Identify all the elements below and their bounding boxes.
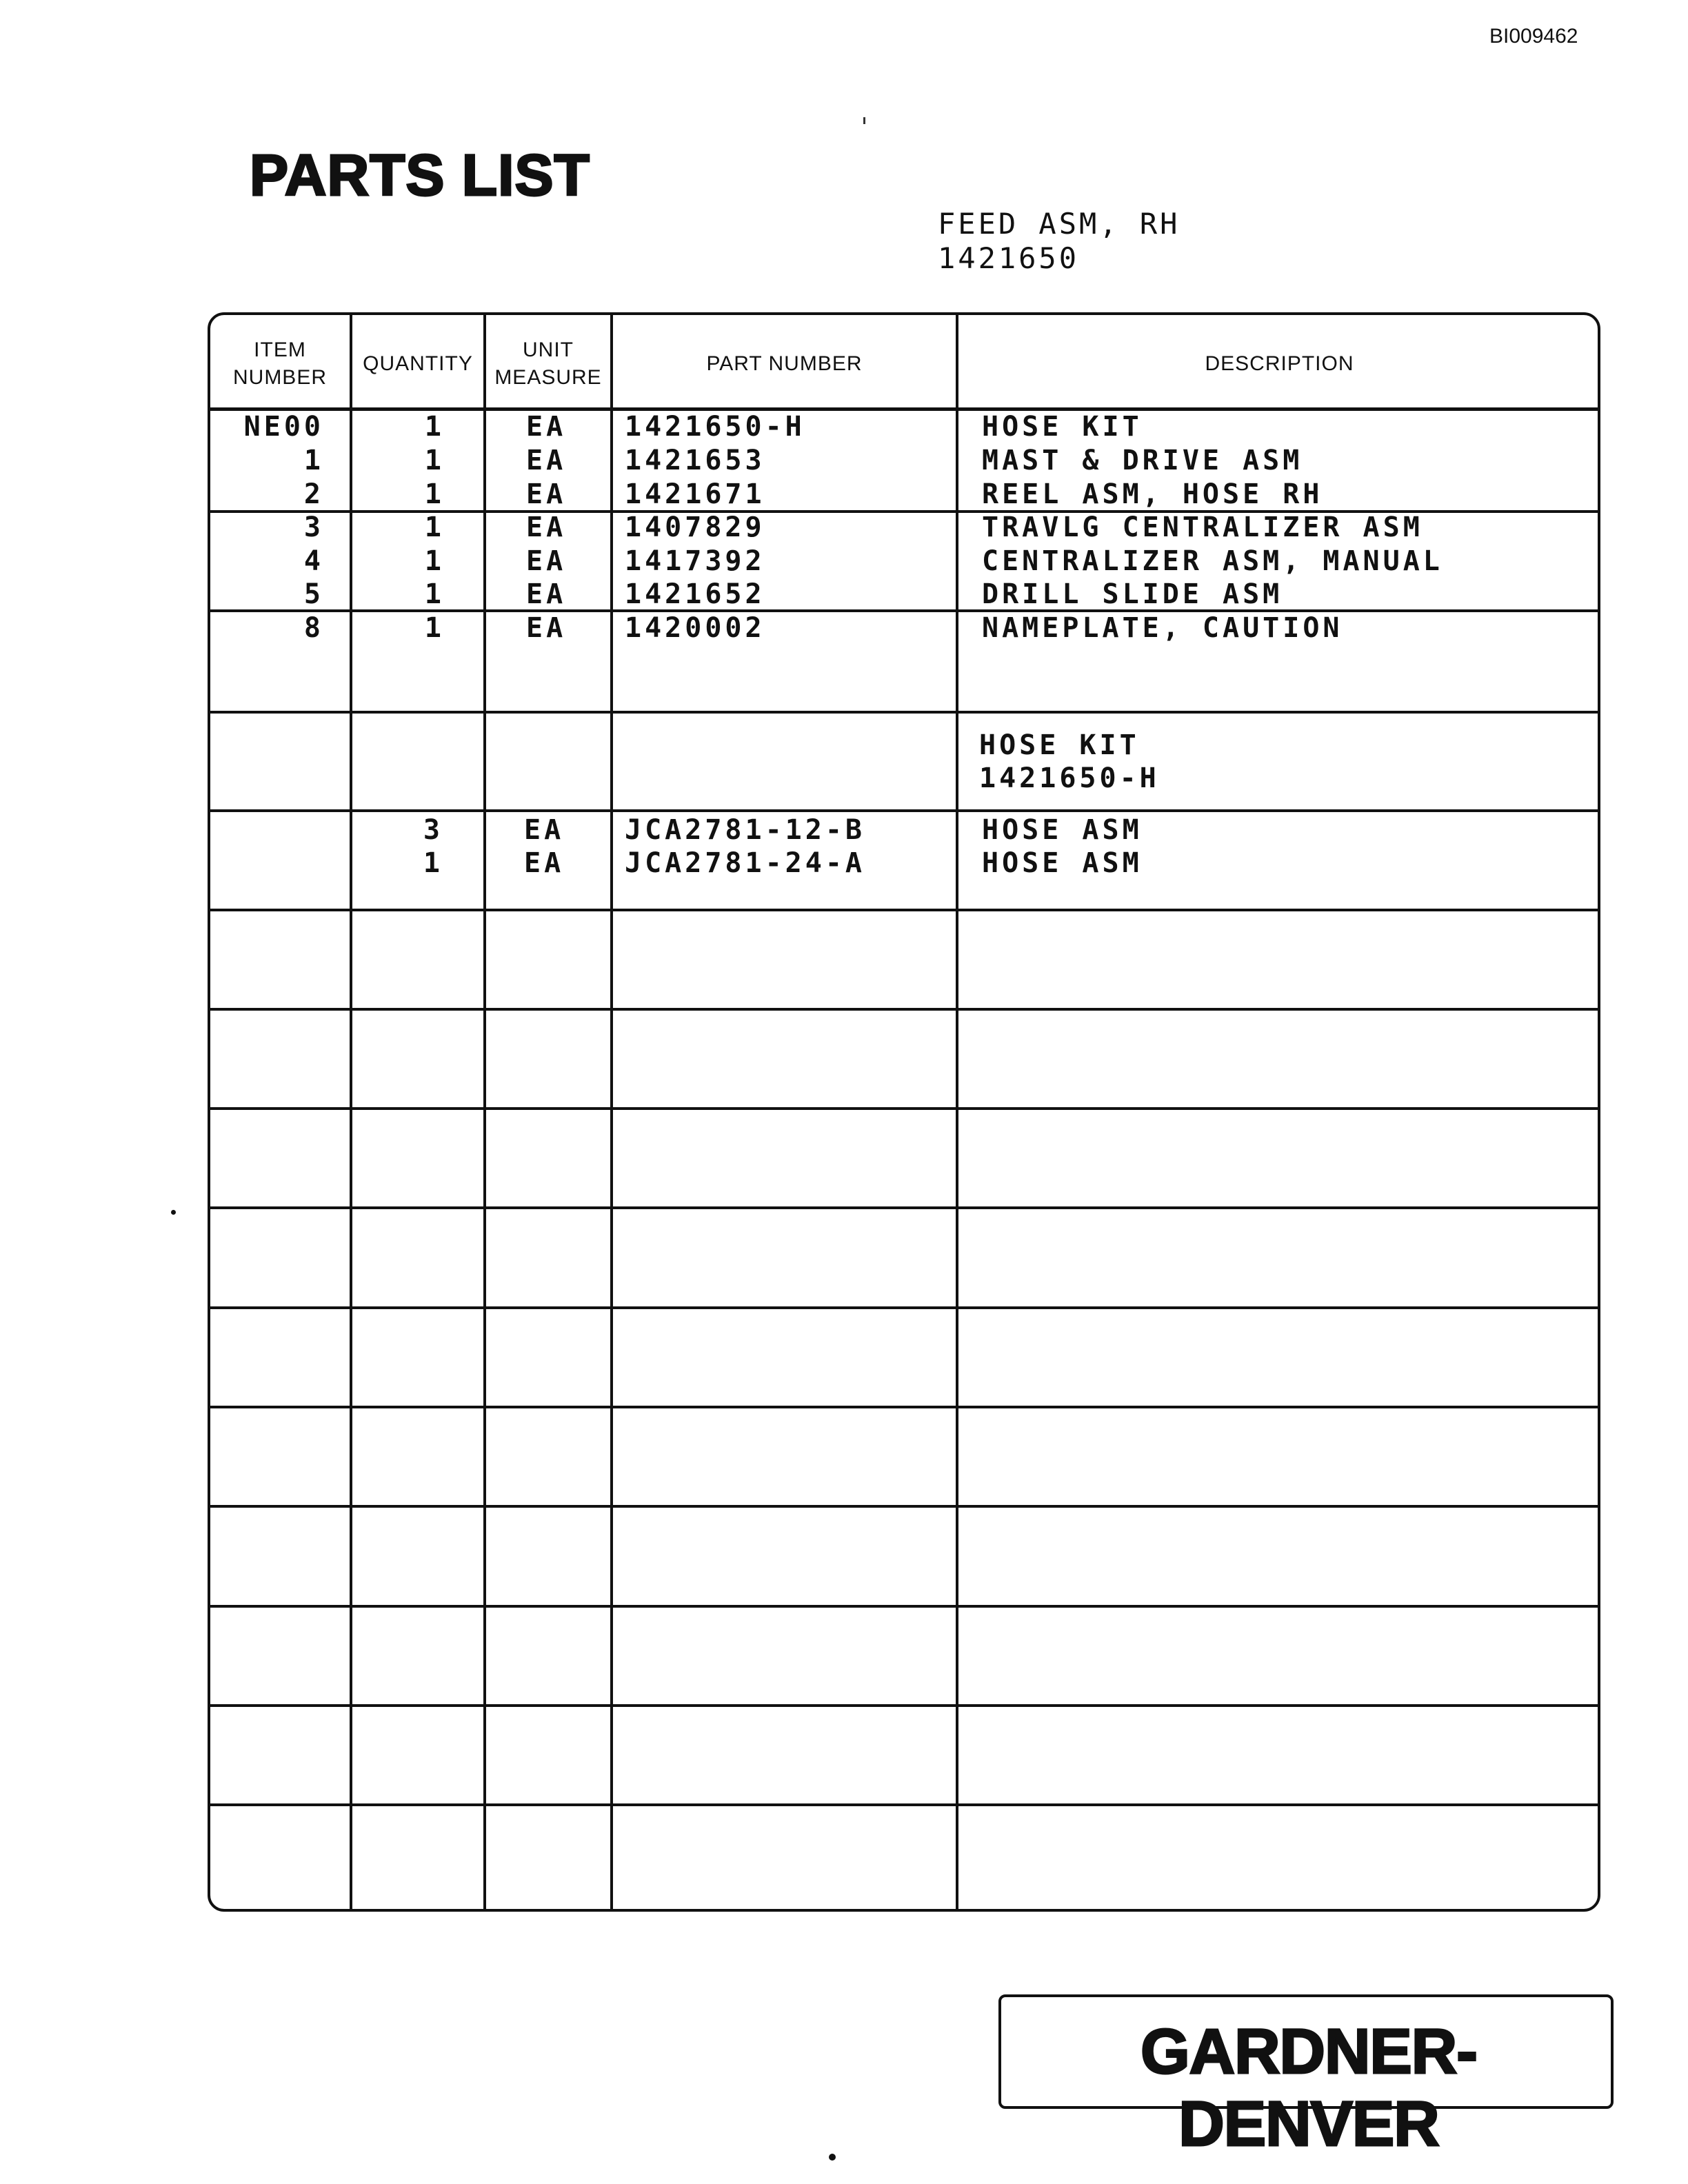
row-divider <box>208 1704 1600 1707</box>
row-unit: EA <box>526 578 567 610</box>
subrow-quantity: 1 <box>423 847 443 879</box>
row-description: NAMEPLATE, CAUTION <box>982 612 1343 644</box>
assembly-number: 1421650 <box>938 241 1080 275</box>
row-unit: EA <box>526 411 567 443</box>
row-unit: EA <box>526 445 567 476</box>
header-quantity: QUANTITY <box>363 352 473 375</box>
row-item-number: 5 <box>303 578 324 610</box>
row-part-number: 1421653 <box>625 445 765 476</box>
row-item-number: 8 <box>303 612 324 644</box>
row-item-number: 1 <box>303 445 324 476</box>
row-description: REEL ASM, HOSE RH <box>982 478 1323 510</box>
subrow-quantity: 3 <box>423 814 443 846</box>
row-quantity: 1 <box>424 512 445 543</box>
row-part-number: 1421650-H <box>625 411 805 443</box>
subrow-description: HOSE ASM <box>982 847 1143 879</box>
assembly-heading <box>938 207 1180 276</box>
row-divider <box>208 1206 1600 1209</box>
subrow-part-number: JCA2781-12-B <box>625 814 865 846</box>
subkit-number: 1421650-H <box>979 762 1160 794</box>
row-divider <box>208 1605 1600 1608</box>
row-description: MAST & DRIVE ASM <box>982 445 1303 476</box>
document-id: BI009462 <box>1489 25 1578 48</box>
row-quantity: 1 <box>424 578 445 610</box>
row-divider <box>208 909 1600 911</box>
row-divider <box>208 809 1600 812</box>
page-title: PARTS LIST <box>250 143 590 208</box>
column-divider <box>483 312 486 1912</box>
row-divider <box>208 1406 1600 1408</box>
subrow-description: HOSE ASM <box>982 814 1143 846</box>
row-quantity: 1 <box>424 445 445 476</box>
row-divider <box>208 1505 1600 1508</box>
row-quantity: 1 <box>424 612 445 644</box>
row-item-number: 3 <box>303 512 324 543</box>
row-unit: EA <box>526 512 567 543</box>
row-part-number: 1417392 <box>625 545 765 577</box>
subrow-unit: EA <box>524 847 565 879</box>
scan-mark <box>863 117 865 124</box>
column-divider <box>350 312 352 1912</box>
row-part-number: 1420002 <box>625 612 765 644</box>
row-item-number: 4 <box>303 545 324 577</box>
subrow-unit: EA <box>524 814 565 846</box>
row-part-number: 1421671 <box>625 478 765 510</box>
row-unit: EA <box>526 612 567 644</box>
header-part-number: PART NUMBER <box>706 352 863 375</box>
assembly-name: FEED ASM, RH <box>938 207 1180 241</box>
row-quantity: 1 <box>424 411 445 443</box>
row-part-number: 1421652 <box>625 578 765 610</box>
row-quantity: 1 <box>424 545 445 577</box>
row-unit: EA <box>526 478 567 510</box>
subkit-name: HOSE KIT <box>979 729 1140 761</box>
row-part-number: 1407829 <box>625 512 765 543</box>
row-description: TRAVLG CENTRALIZER ASM <box>982 512 1423 543</box>
row-divider <box>208 1803 1600 1806</box>
header-item-number: ITEM NUMBER <box>232 338 327 389</box>
row-description: DRILL SLIDE ASM <box>982 578 1283 610</box>
column-divider <box>610 312 613 1912</box>
row-description: HOSE KIT <box>982 411 1143 443</box>
scan-speck <box>171 1210 176 1215</box>
row-divider <box>208 1306 1600 1309</box>
row-item-number: NE00 <box>243 411 324 443</box>
header-description: DESCRIPTION <box>1205 352 1354 375</box>
row-item-number: 2 <box>303 478 324 510</box>
row-description: CENTRALIZER ASM, MANUAL <box>982 545 1443 577</box>
row-divider <box>208 1008 1600 1011</box>
row-divider <box>208 1107 1600 1110</box>
header-unit-measure: UNIT MEASURE <box>494 338 602 389</box>
column-divider <box>956 312 958 1912</box>
brand-logo: GARDNER-DENVER <box>1141 2016 1477 2159</box>
scan-speck <box>829 2154 836 2161</box>
row-divider <box>208 711 1600 714</box>
row-quantity: 1 <box>424 478 445 510</box>
subrow-part-number: JCA2781-24-A <box>625 847 865 879</box>
row-unit: EA <box>526 545 567 577</box>
